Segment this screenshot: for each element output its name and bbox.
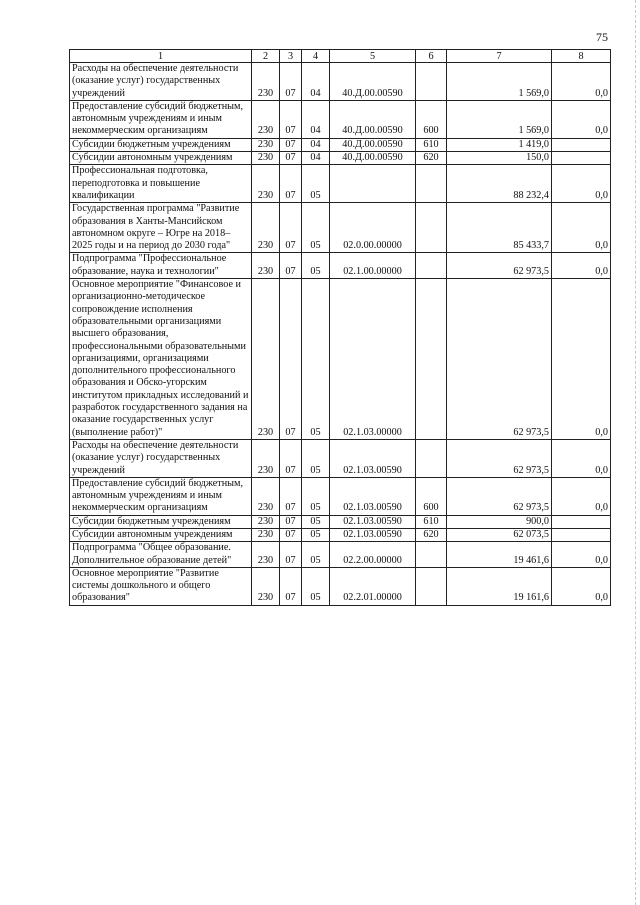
target-article-cell: 02.1.03.00000 <box>330 279 416 440</box>
subsection-cell: 05 <box>302 253 330 279</box>
amount-extra-cell <box>552 152 611 165</box>
column-header: 8 <box>552 50 611 63</box>
target-article-cell: 02.1.03.00590 <box>330 528 416 541</box>
amount-cell: 62 973,5 <box>447 279 552 440</box>
row-name-cell: Подпрограмма "Общее образование. Дополнительное образование детей" <box>70 542 252 568</box>
code-cell: 230 <box>252 279 280 440</box>
expense-type-cell <box>416 165 447 203</box>
target-article-cell: 02.0.00.00000 <box>330 203 416 253</box>
amount-extra-cell: 0,0 <box>552 279 611 440</box>
amount-extra-cell: 0,0 <box>552 542 611 568</box>
subsection-cell: 04 <box>302 138 330 151</box>
amount-cell: 1 419,0 <box>447 138 552 151</box>
scan-edge-dashes <box>634 0 636 905</box>
target-article-cell: 02.1.03.00590 <box>330 477 416 515</box>
row-name-cell: Государственная программа "Развитие образования в Ханты-Мансийском автономном округе – Югре на 2018–2025 годы и на период до 2030 года" <box>70 203 252 253</box>
row-name-cell: Основное мероприятие "Финансовое и организационно-методическое сопровождение исполнения образовательными организациями высшего образования, профессиональными образовательными организациями, организациями дополнительного профессионального образования и Обско-угорским институтом прикладных исследований и разработок государственного задания на оказание государственных услуг (выполнение работ)" <box>70 279 252 440</box>
code-cell: 230 <box>252 152 280 165</box>
section-cell: 07 <box>280 477 302 515</box>
row-name-cell: Субсидии автономным учреждениям <box>70 152 252 165</box>
expense-type-cell: 620 <box>416 528 447 541</box>
table-row <box>70 279 611 440</box>
section-cell: 07 <box>280 253 302 279</box>
target-article-cell: 02.2.00.00000 <box>330 542 416 568</box>
row-name-cell: Предоставление субсидий бюджетным, автономным учреждениям и иным некоммерческим организациям <box>70 100 252 138</box>
amount-cell: 62 073,5 <box>447 528 552 541</box>
row-name-cell: Субсидии бюджетным учреждениям <box>70 515 252 528</box>
subsection-cell: 05 <box>302 203 330 253</box>
amount-extra-cell: 0,0 <box>552 165 611 203</box>
code-cell: 230 <box>252 138 280 151</box>
target-article-cell: 02.1.00.00000 <box>330 253 416 279</box>
table-row <box>70 100 611 138</box>
subsection-cell: 05 <box>302 477 330 515</box>
column-header: 2 <box>252 50 280 63</box>
target-article-cell: 40.Д.00.00590 <box>330 138 416 151</box>
subsection-cell: 05 <box>302 165 330 203</box>
expense-type-cell: 600 <box>416 477 447 515</box>
code-cell: 230 <box>252 439 280 477</box>
section-cell: 07 <box>280 138 302 151</box>
code-cell: 230 <box>252 528 280 541</box>
section-cell: 07 <box>280 165 302 203</box>
amount-cell: 62 973,5 <box>447 477 552 515</box>
subsection-cell: 04 <box>302 100 330 138</box>
expense-type-cell: 620 <box>416 152 447 165</box>
target-article-cell: 40.Д.00.00590 <box>330 63 416 101</box>
table-row <box>70 542 611 568</box>
row-name-cell: Субсидии автономным учреждениям <box>70 528 252 541</box>
target-article-cell: 40.Д.00.00590 <box>330 152 416 165</box>
amount-extra-cell <box>552 138 611 151</box>
amount-cell: 19 161,6 <box>447 567 552 605</box>
code-cell: 230 <box>252 253 280 279</box>
code-cell: 230 <box>252 477 280 515</box>
subsection-cell: 05 <box>302 528 330 541</box>
table-body <box>70 63 611 606</box>
section-cell: 07 <box>280 542 302 568</box>
table-row <box>70 253 611 279</box>
budget-table <box>69 49 611 606</box>
expense-type-cell <box>416 567 447 605</box>
code-cell: 230 <box>252 567 280 605</box>
amount-cell: 62 973,5 <box>447 439 552 477</box>
amount-cell: 1 569,0 <box>447 63 552 101</box>
table-row <box>70 203 611 253</box>
subsection-cell: 05 <box>302 515 330 528</box>
table-row <box>70 567 611 605</box>
amount-extra-cell <box>552 528 611 541</box>
table-row <box>70 477 611 515</box>
amount-extra-cell: 0,0 <box>552 253 611 279</box>
code-cell: 230 <box>252 63 280 101</box>
target-article-cell: 02.1.03.00590 <box>330 515 416 528</box>
table-row <box>70 152 611 165</box>
amount-extra-cell: 0,0 <box>552 100 611 138</box>
column-header: 7 <box>447 50 552 63</box>
section-cell: 07 <box>280 100 302 138</box>
amount-extra-cell: 0,0 <box>552 203 611 253</box>
code-cell: 230 <box>252 542 280 568</box>
subsection-cell: 04 <box>302 152 330 165</box>
amount-extra-cell <box>552 515 611 528</box>
subsection-cell: 05 <box>302 439 330 477</box>
amount-cell: 85 433,7 <box>447 203 552 253</box>
amount-extra-cell: 0,0 <box>552 567 611 605</box>
row-name-cell: Субсидии бюджетным учреждениям <box>70 138 252 151</box>
expense-type-cell: 610 <box>416 138 447 151</box>
table-row <box>70 439 611 477</box>
section-cell: 07 <box>280 152 302 165</box>
amount-extra-cell: 0,0 <box>552 439 611 477</box>
expense-type-cell <box>416 63 447 101</box>
row-name-cell: Профессиональная подготовка, переподготовка и повышение квалификации <box>70 165 252 203</box>
target-article-cell: 40.Д.00.00590 <box>330 100 416 138</box>
target-article-cell: 02.1.03.00590 <box>330 439 416 477</box>
row-name-cell: Предоставление субсидий бюджетным, автономным учреждениям и иным некоммерческим организациям <box>70 477 252 515</box>
amount-cell: 1 569,0 <box>447 100 552 138</box>
table-row <box>70 528 611 541</box>
code-cell: 230 <box>252 100 280 138</box>
amount-cell: 150,0 <box>447 152 552 165</box>
page-number: 75 <box>596 30 608 44</box>
section-cell: 07 <box>280 439 302 477</box>
table-header-row <box>70 50 611 63</box>
column-header: 6 <box>416 50 447 63</box>
section-cell: 07 <box>280 279 302 440</box>
expense-type-cell <box>416 203 447 253</box>
section-cell: 07 <box>280 63 302 101</box>
section-cell: 07 <box>280 567 302 605</box>
table-row <box>70 63 611 101</box>
column-header: 3 <box>280 50 302 63</box>
expense-type-cell <box>416 542 447 568</box>
subsection-cell: 04 <box>302 63 330 101</box>
column-header: 5 <box>330 50 416 63</box>
expense-type-cell: 600 <box>416 100 447 138</box>
table-row <box>70 138 611 151</box>
code-cell: 230 <box>252 165 280 203</box>
row-name-cell: Основное мероприятие "Развитие системы дошкольного и общего образования" <box>70 567 252 605</box>
section-cell: 07 <box>280 528 302 541</box>
expense-type-cell <box>416 439 447 477</box>
target-article-cell: 02.2.01.00000 <box>330 567 416 605</box>
table-row <box>70 515 611 528</box>
code-cell: 230 <box>252 203 280 253</box>
section-cell: 07 <box>280 203 302 253</box>
amount-cell: 900,0 <box>447 515 552 528</box>
amount-cell: 19 461,6 <box>447 542 552 568</box>
subsection-cell: 05 <box>302 279 330 440</box>
table-row <box>70 165 611 203</box>
row-name-cell: Расходы на обеспечение деятельности (оказание услуг) государственных учреждений <box>70 439 252 477</box>
column-header: 1 <box>70 50 252 63</box>
row-name-cell: Подпрограмма "Профессиональное образование, наука и технологии" <box>70 253 252 279</box>
code-cell: 230 <box>252 515 280 528</box>
expense-type-cell <box>416 279 447 440</box>
section-cell: 07 <box>280 515 302 528</box>
amount-extra-cell: 0,0 <box>552 477 611 515</box>
row-name-cell: Расходы на обеспечение деятельности (оказание услуг) государственных учреждений <box>70 63 252 101</box>
subsection-cell: 05 <box>302 567 330 605</box>
target-article-cell <box>330 165 416 203</box>
column-header: 4 <box>302 50 330 63</box>
expense-type-cell <box>416 253 447 279</box>
amount-extra-cell: 0,0 <box>552 63 611 101</box>
amount-cell: 88 232,4 <box>447 165 552 203</box>
expense-type-cell: 610 <box>416 515 447 528</box>
amount-cell: 62 973,5 <box>447 253 552 279</box>
subsection-cell: 05 <box>302 542 330 568</box>
